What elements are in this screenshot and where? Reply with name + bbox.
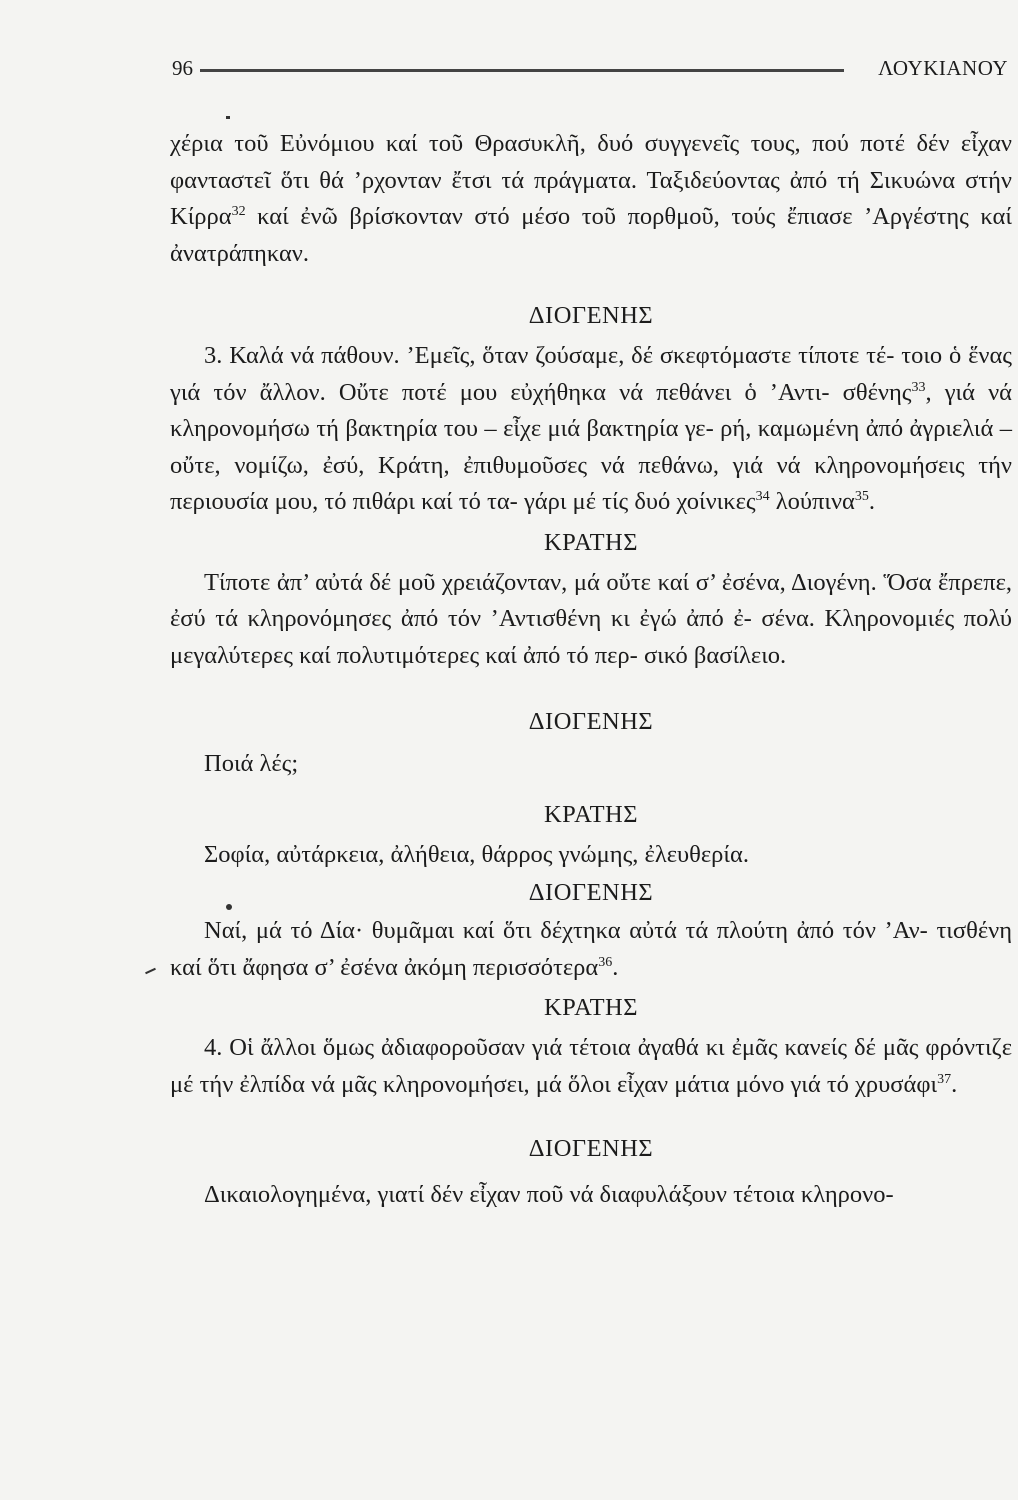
text-line: μᾶς φρόντιζε μέ τήν ἐλπίδα νά μᾶς κληρονομήσει, μά ὅλοι εἶχαν μάτια: [170, 1034, 1012, 1098]
speaker-heading: ΚΡΑΤΗΣ: [543, 800, 638, 828]
paragraph: [170, 338, 1012, 521]
paragraph: Ποιά λές;: [204, 750, 299, 777]
text-line: .: [868, 488, 875, 515]
speaker-heading: ΚΡΑΤΗΣ: [543, 528, 638, 556]
text-line: γάρι μέ τίς δυό χοίνικες: [523, 488, 756, 515]
text-line: 3. Καλά νά πάθουν. ’Εμεῖς, ὅταν ζούσαμε, δέ σκεφτόμαστε τίποτε τέ-: [204, 342, 895, 369]
text-line: εἶχαν φανταστεῖ ὅτι θά ’ρχονταν ἔτσι τά πράγματα. Ταξιδεύοντας ἀπό τή: [170, 130, 1012, 194]
text-line: πεθάνω, γιά νά κληρονομήσεις τήν περιουσία μου, τό πιθάρι καί τό τα-: [170, 451, 1013, 515]
speaker-heading: ΔΙΟΓΕΝΗΣ: [528, 879, 654, 906]
footnote-ref: 33: [911, 379, 926, 395]
paragraph: Δικαιολογημένα, γιατί δέν εἶχαν ποῦ νά διαφυλάξουν τέτοια κληρονο-: [204, 1181, 894, 1208]
body-text: [170, 126, 1012, 1214]
ink-speck: [145, 968, 156, 974]
text-line: ἔπιασε ’Αργέστης καί ἀνατράπηκαν.: [170, 203, 1012, 267]
text-line: σένα. Κληρονομιές πολύ μεγαλύτερες καί πολυτιμότερες καί ἀπό τό περ-: [170, 605, 1012, 669]
text-line: 4. Οἱ ἄλλοι ὅμως ἀδιαφοροῦσαν γιά τέτοια ἀγαθά κι ἐμᾶς κανείς δέ: [204, 1034, 876, 1061]
text-line: Σικυώνα στήν Κίρρα: [170, 166, 1013, 230]
text-line: καί ἐνῶ βρίσκονταν στό μέσο τοῦ πορθμοῦ, τούς: [245, 203, 776, 230]
running-title: ΛΟΥΚΙΑΝΟΥ: [878, 56, 1008, 80]
ink-speck: [226, 116, 230, 119]
page-number: 96: [172, 56, 193, 80]
text-line: μόνο γιά τό χρυσάφι: [735, 1070, 938, 1098]
text-line: ρή, καμωμένη ἀπό ἀγριελιά – οὔτε, νομίζω, ἐσύ, Κράτη, ἐπιθυμοῦσες νά: [170, 415, 1013, 479]
header-rule: [200, 69, 844, 72]
footnote-ref: 32: [231, 204, 246, 219]
paragraph: [170, 1030, 1012, 1103]
speaker-heading: ΚΡΑΤΗΣ: [543, 994, 638, 1021]
speaker-heading: ΔΙΟΓΕΝΗΣ: [528, 708, 654, 735]
text-line: Ὅσα ἔπρεπε, ἐσύ τά κληρονόμησες ἀπό τόν ’Αντισθένη κι ἐγώ ἀπό ἐ-: [170, 568, 1013, 632]
speaker-heading: ΔΙΟΓΕΝΗΣ: [528, 302, 654, 329]
text-line: σικό βασίλειο.: [643, 641, 787, 669]
text-line: τισθένη καί ὅτι ἄφησα σ’ ἐσένα ἀκόμη περισσότερα: [170, 917, 1013, 981]
text-line: , γιά νά κληρονομήσω τή βακτηρία του – εἶχε μιά βακτηρία γε-: [170, 378, 1013, 442]
text-line: .: [612, 953, 619, 981]
text-line: χέρια τοῦ Εὐνόμιου καί τοῦ Θρασυκλῆ, δυό συγγενεῖς τους, πού ποτέ δέν: [170, 130, 950, 157]
footnote-ref: 34: [755, 489, 770, 504]
text-line: σθένης: [842, 378, 912, 406]
paragraph: [170, 913, 1012, 986]
page-header: [170, 56, 1012, 86]
footnote-ref: 36: [598, 954, 613, 970]
paragraph: Σοφία, αὐτάρκεια, ἀλήθεια, θάρρος γνώμης, ἐλευθερία.: [204, 840, 749, 868]
footnote-ref: 35: [854, 489, 869, 504]
paragraph: [170, 126, 1012, 272]
text-line: .: [951, 1070, 958, 1098]
text-line: Τίποτε ἀπ’ αὐτά δέ μοῦ χρειάζονταν, μά οὔτε καί σ’ ἐσένα, Διογένη.: [204, 568, 877, 596]
paragraph: [170, 565, 1012, 675]
text-line: τοιο ὁ ἕνας γιά τόν ἄλλον. Οὔτε ποτέ μου εὐχήθηκα νά πεθάνει ὁ ’Αντι-: [170, 342, 1012, 406]
footnote-ref: 37: [937, 1071, 952, 1087]
speaker-heading: ΔΙΟΓΕΝΗΣ: [528, 1135, 654, 1162]
text-line: Ναί, μά τό Δία· θυμᾶμαι καί ὅτι δέχτηκα αὐτά τά πλούτη ἀπό τόν ’Αν-: [204, 917, 928, 944]
text-line: λούπινα: [769, 488, 855, 515]
